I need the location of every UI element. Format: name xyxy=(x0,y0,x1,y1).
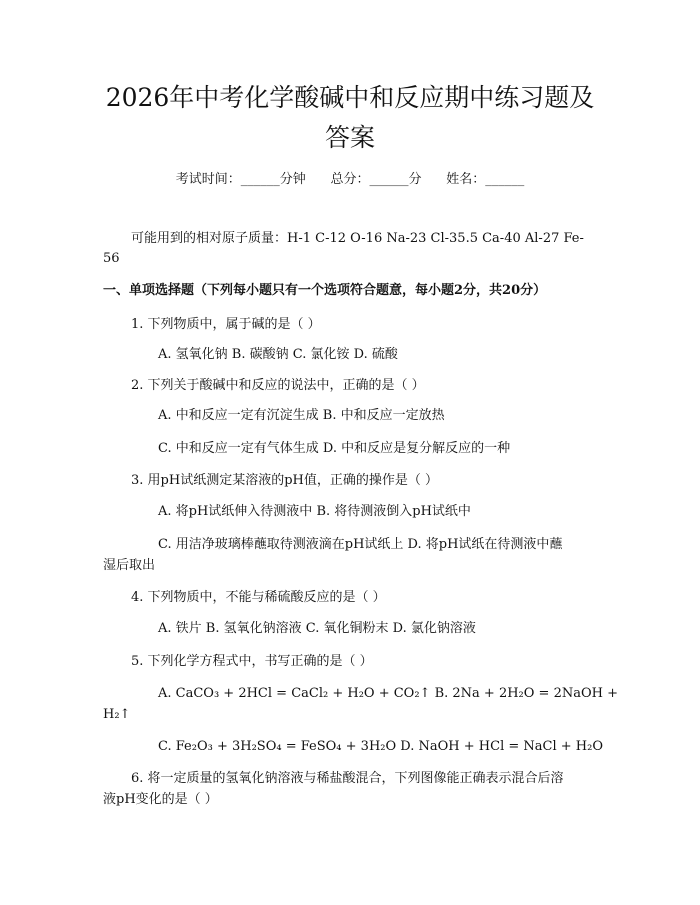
question-6-stem-line-2: 液pH变化的是（ ） xyxy=(103,792,218,807)
question-5-options-2: H₂↑ xyxy=(103,707,131,722)
atomic-mass-line-2: 56 xyxy=(103,251,120,266)
atomic-mass-line-1: 可能用到的相对原子质量：H-1 C-12 O-16 Na-23 Cl-35.5 Ca-40 Al-27 Fe- xyxy=(131,231,584,246)
question-2-options-1: A. 中和反应一定有沉淀生成 B. 中和反应一定放热 xyxy=(158,408,445,423)
question-1-options: A. 氢氧化钠 B. 碳酸钠 C. 氯化铵 D. 硫酸 xyxy=(158,347,398,362)
title-line-1: 2026年中考化学酸碱中和反应期中练习题及 xyxy=(105,83,595,112)
question-2-options-2: C. 中和反应一定有气体生成 D. 中和反应是复分解反应的一种 xyxy=(158,441,511,456)
title-line-2: 答案 xyxy=(324,123,375,152)
question-3-options-2: C. 用洁净玻璃棒蘸取待测液滴在pH试纸上 D. 将pH试纸在待测液中蘸 xyxy=(158,537,563,552)
question-5-stem: 5. 下列化学方程式中，书写正确的是（ ） xyxy=(131,654,373,669)
question-6-stem: 6. 将一定质量的氢氧化钠溶液与稀盐酸混合，下列图像能正确表示混合后溶 xyxy=(131,771,564,786)
question-3-options-3: 湿后取出 xyxy=(103,558,156,573)
section-title: 一、单项选择题（下列每小题只有一个选项符合题意，每小题2分，共20分） xyxy=(103,283,547,298)
question-5-options-1: A. CaCO₃ + 2HCl = CaCl₂ + H₂O + CO₂↑ B. 2Na + 2H₂O = 2NaOH + xyxy=(158,686,618,701)
question-3-options-1: A. 将pH试纸伸入待测液中 B. 将待测液倒入pH试纸中 xyxy=(158,504,471,519)
question-5-options-3: C. Fe₂O₃ + 3H₂SO₄ = FeSO₄ + 3H₂O D. NaOH + HCl = NaCl + H₂O xyxy=(158,739,603,754)
document-title xyxy=(80,78,620,158)
question-4-stem: 4. 下列物质中，不能与稀硫酸反应的是（ ） xyxy=(131,590,386,605)
question-4-options: A. 铁片 B. 氢氧化钠溶液 C. 氧化铜粉末 D. 氯化钠溶液 xyxy=(158,621,476,636)
question-3-stem: 3. 用pH试纸测定某溶液的pH值，正确的操作是（ ） xyxy=(131,473,438,488)
question-1-stem: 1. 下列物质中，属于碱的是（ ） xyxy=(131,317,321,332)
exam-info: 考试时间：______分钟 总分：______分 姓名：______ xyxy=(175,172,525,187)
question-2-stem: 2. 下列关于酸碱中和反应的说法中，正确的是（ ） xyxy=(131,378,425,393)
